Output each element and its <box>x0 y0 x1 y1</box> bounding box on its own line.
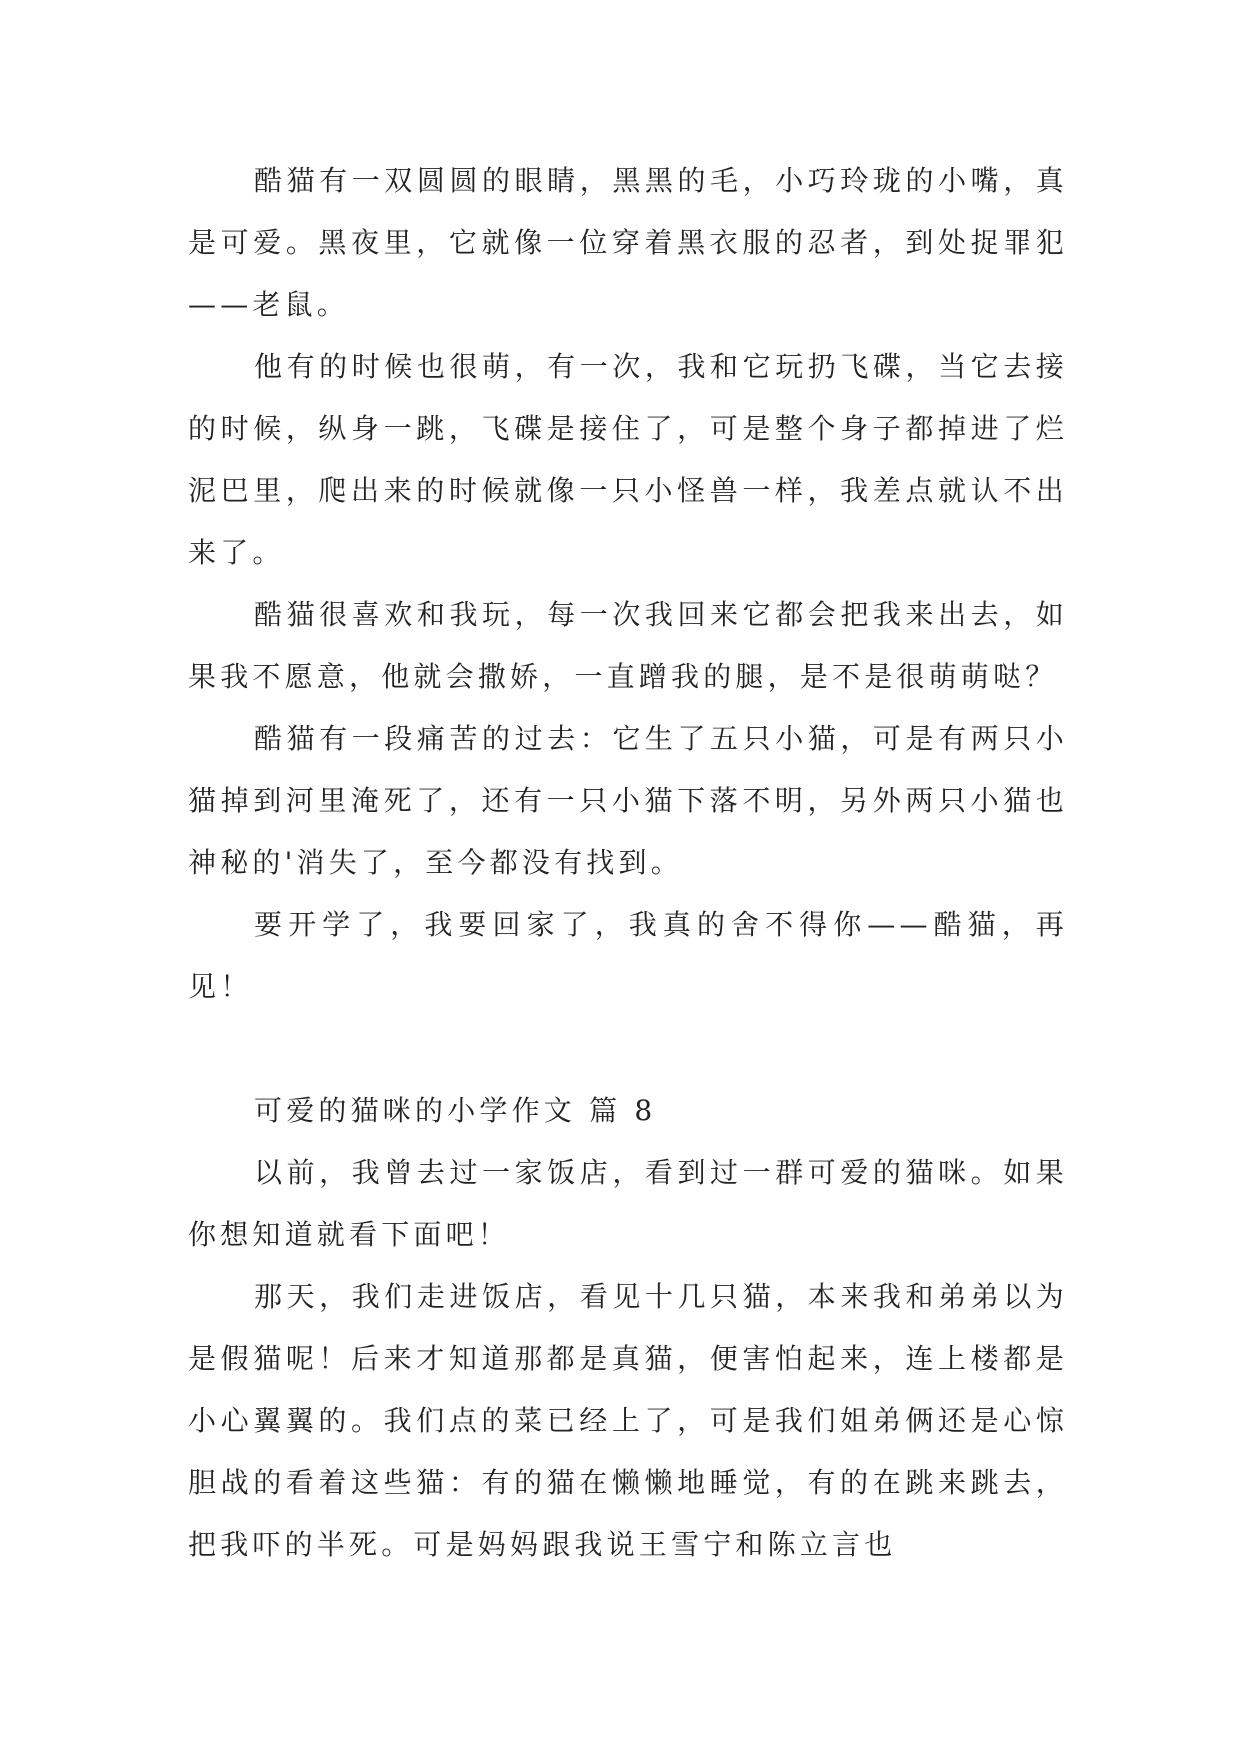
paragraph: 他有的时候也很萌，有一次，我和它玩扔飞碟，当它去接的时候，纵身一跳，飞碟是接住了，可是整个身子都掉进了烂泥巴里，爬出来的时候就像一只小怪兽一样，我差点就认不出来了。 <box>188 350 1068 569</box>
paragraph: 酷猫有一双圆圆的眼睛，黑黑的毛，小巧玲珑的小嘴，真是可爱。黑夜里，它就像一位穿着黑衣服的忍者，到处捉罪犯——老鼠。 <box>188 164 1068 321</box>
essay-title: 可爱的猫咪的小学作文 篇 8 <box>254 1094 657 1127</box>
paragraph: 酷猫有一段痛苦的过去：它生了五只小猫，可是有两只小猫掉到河里淹死了，还有一只小猫下落不明，另外两只小猫也神秘的'消失了，至今都没有找到。 <box>188 722 1068 879</box>
story-one-section <box>188 150 1068 1018</box>
paragraph: 以前，我曾去过一家饭店，看到过一群可爱的猫咪。如果你想知道就看下面吧！ <box>188 1156 1068 1251</box>
story-two-section <box>188 1080 1068 1576</box>
section-spacer <box>188 1018 1068 1080</box>
paragraph: 酷猫很喜欢和我玩，每一次我回来它都会把我来出去，如果我不愿意，他就会撒娇，一直蹭我的腿，是不是很萌萌哒？ <box>188 598 1068 693</box>
document-body <box>188 150 1068 1576</box>
paragraph: 要开学了，我要回家了，我真的舍不得你——酷猫，再见！ <box>188 908 1068 1003</box>
paragraph: 那天，我们走进饭店，看见十几只猫，本来我和弟弟以为是假猫呢！后来才知道那都是真猫，便害怕起来，连上楼都是小心翼翼的。我们点的菜已经上了，可是我们姐弟俩还是心惊胆战的看着这些猫：有的猫在懒懒地睡觉，有的在跳来跳去，把我吓的半死。可是妈妈跟我说王雪宁和陈立言也 <box>188 1280 1068 1561</box>
